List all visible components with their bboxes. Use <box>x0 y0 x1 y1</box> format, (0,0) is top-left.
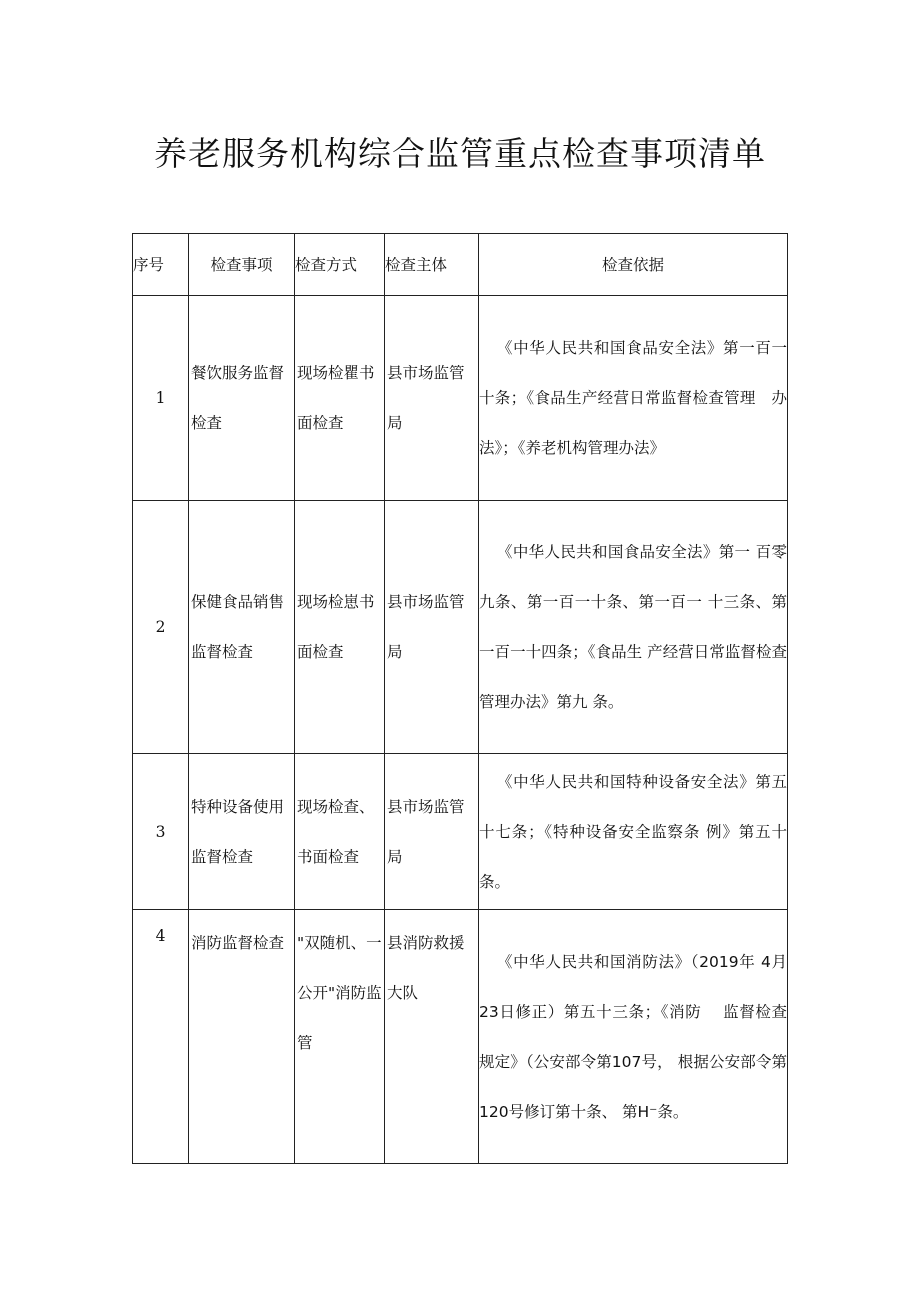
row-basis: 《中华人民共和国食品安全法》第一 百零九条、第一百一十条、第一百一 十三条、第一百一十四条；《食品生 产经营日常监督检查管理办法》第九 条。 <box>479 501 788 754</box>
row-seq: 3 <box>133 754 189 910</box>
row-seq: 2 <box>133 501 189 754</box>
row-item: 餐饮服务监督检査 <box>189 296 295 501</box>
inspection-table <box>132 233 788 1164</box>
row-subject: 县市场监管局 <box>385 501 479 754</box>
row-seq: 4 <box>133 910 189 1164</box>
table-row <box>133 910 788 1164</box>
header-seq: 序号 <box>133 234 189 296</box>
row-basis: 《中华人民共和国特种设备安全法》第五十七条；《特种设备安全监察条 例》第五十条。 <box>479 754 788 910</box>
header-method: 检查方式 <box>295 234 385 296</box>
table-header-row <box>133 234 788 296</box>
row-subject: 县市场监管局 <box>385 296 479 501</box>
row-method: 现场检崽书面检查 <box>295 501 385 754</box>
row-item: 保健食品销售监督检査 <box>189 501 295 754</box>
page-title: 养老服务机构综合监管重点检查事项清单 <box>154 134 766 173</box>
table-row <box>133 296 788 501</box>
row-item: 消防监督检查 <box>189 910 295 1164</box>
table-row <box>133 501 788 754</box>
row-method: 现场检查、书面检查 <box>295 754 385 910</box>
header-item: 检查事项 <box>189 234 295 296</box>
header-basis: 检查依据 <box>479 234 788 296</box>
row-method: "双随机、一公开"消防监管 <box>295 910 385 1164</box>
header-subject: 检查主体 <box>385 234 479 296</box>
row-seq: 1 <box>133 296 189 501</box>
row-basis: 《中华人民共和国食品安全法》第一百一十条；《食品生产经营日常监督检查管理 办法》；《养老机构管理办法》 <box>479 296 788 501</box>
row-item: 特种设备使用监督检查 <box>189 754 295 910</box>
table-row <box>133 754 788 910</box>
row-subject: 县消防救援大队 <box>385 910 479 1164</box>
row-method: 现场检瞿书面检查 <box>295 296 385 501</box>
row-basis: 《中华人民共和国消防法》（2019年 4月23日修正）第五十三条；《消防 监督检查规定》（公安部令第107号， 根据公安部令第120号修订第十条、 第H⁻条。 <box>479 910 788 1164</box>
row-subject: 县市场监管局 <box>385 754 479 910</box>
